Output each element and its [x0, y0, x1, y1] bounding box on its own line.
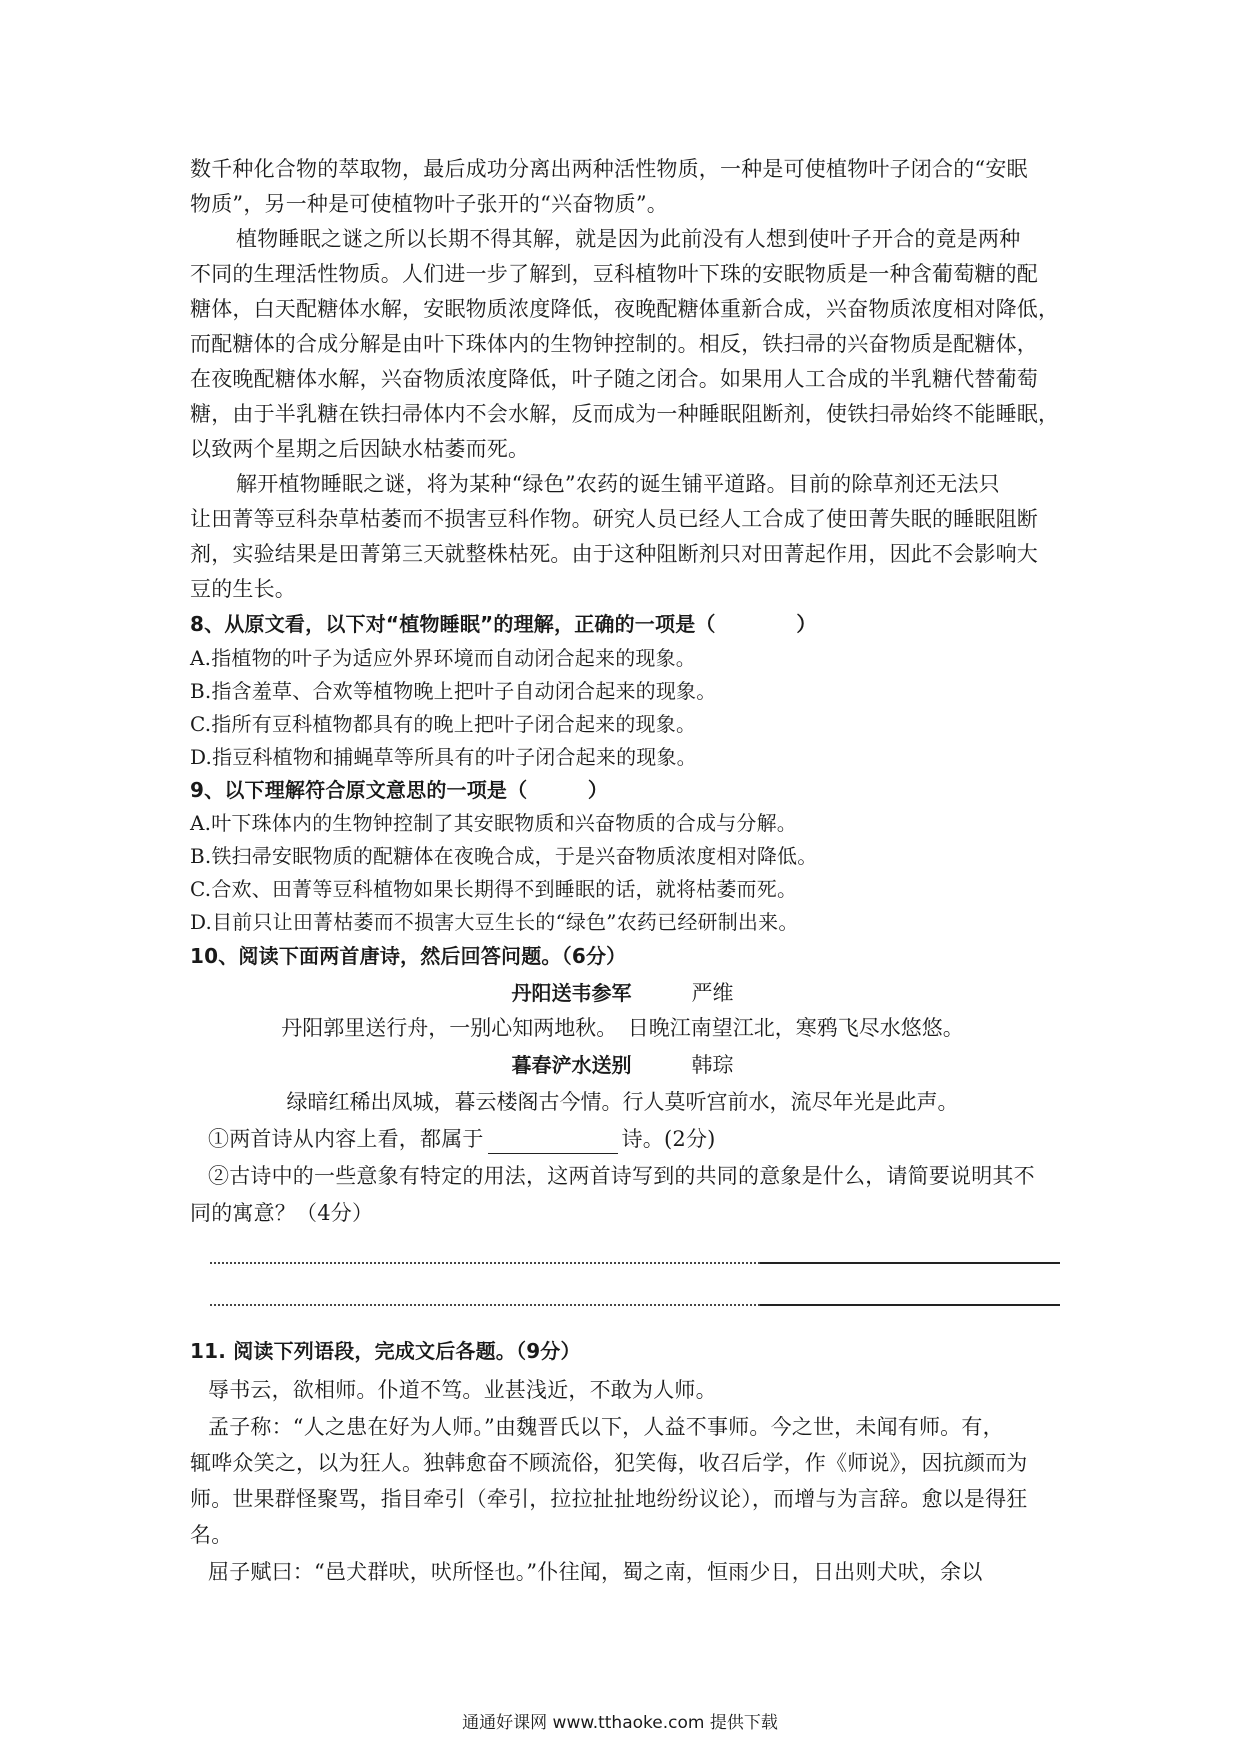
poem-1-heading — [190, 978, 1055, 1008]
question-8-option-b: B.指含羞草、合欢等植物晚上把叶子自动闭合起来的现象。 — [190, 679, 717, 703]
question-8-option-d: D.指豆科植物和捕蝇草等所具有的叶子闭合起来的现象。 — [190, 745, 697, 769]
passage-line: 豆的生长。 — [190, 577, 296, 601]
poem-2-text: 绿暗红稀出凤城，暮云楼阁古今情。行人莫听宫前水，流尽年光是此声。 — [286, 1090, 959, 1114]
question-9-option-b: B.铁扫帚安眠物质的配糖体在夜晚合成，于是兴奋物质浓度相对降低。 — [190, 844, 818, 868]
question-11-text-line: 名。 — [190, 1523, 233, 1547]
passage-line: 糖体，白天配糖体水解，安眠物质浓度降低，夜晚配糖体重新合成，兴奋物质浓度相对降低， — [190, 297, 1060, 321]
question-11-text-line: 屈子赋曰：“邑犬群吠，吠所怪也。”仆往闻，蜀之南，恒雨少日，日出则犬吠，余以 — [208, 1560, 983, 1584]
passage-line: 在夜晚配糖体水解，兴奋物质浓度降低，叶子随之闭合。如果用人工合成的半乳糖代替葡萄 — [190, 367, 1038, 391]
passage-line: 糖，由于半乳糖在铁扫帚体内不会水解，反而成为一种睡眠阻断剂，使铁扫帚始终不能睡眠， — [190, 402, 1060, 426]
answer-blank[interactable] — [488, 1131, 618, 1154]
passage-line: 而配糖体的合成分解是由叶下珠体内的生物钟控制的。相反，铁扫帚的兴奋物质是配糖体， — [190, 332, 1038, 356]
page-footer: 通通好课网 www.tthaoke.com 提供下载 — [462, 1713, 778, 1733]
question-9-option-a: A.叶下珠体内的生物钟控制了其安眠物质和兴奋物质的合成与分解。 — [190, 811, 798, 835]
passage-line: 让田菁等豆科杂草枯萎而不损害豆科作物。研究人员已经人工合成了使田菁失眠的睡眠阻断 — [190, 507, 1038, 531]
passage-line: 剂，实验结果是田菁第三天就整株枯死。由于这种阻断剂只对田菁起作用，因此不会影响大 — [190, 542, 1038, 566]
question-9-option-d: D.目前只让田菁枯萎而不损害大豆生长的“绿色”农药已经研制出来。 — [190, 910, 799, 934]
passage-line: 数千种化合物的萃取物，最后成功分离出两种活性物质，一种是可使植物叶子闭合的“安眠 — [190, 157, 1028, 181]
question-9-option-c: C.合欢、田菁等豆科植物如果长期得不到睡眠的话，就将枯萎而死。 — [190, 877, 798, 901]
question-8-stem: 8、从原文看，以下对“植物睡眠”的理解，正确的一项是（ ） — [190, 612, 817, 636]
poem-2-title: 暮春浐水送别 — [511, 1053, 632, 1077]
question-10-sub-2-cont: 同的寓意？（4分） — [190, 1201, 374, 1225]
poem-2-heading — [190, 1050, 1055, 1080]
sub-1-prompt: ①两首诗从内容上看，都属于 — [208, 1127, 484, 1151]
question-11-stem: 11. 阅读下列语段，完成文后各题。（9分） — [190, 1339, 581, 1363]
question-10-sub-2: ②古诗中的一些意象有特定的用法，这两首诗写到的共同的意象是什么，请简要说明其不 — [208, 1164, 1035, 1188]
question-8-option-a: A.指植物的叶子为适应外界环境而自动闭合起来的现象。 — [190, 646, 697, 670]
poem-2-author: 韩琮 — [691, 1053, 734, 1077]
question-11-text-line: 师。世果群怪聚骂，指目牵引（牵引，拉拉扯扯地纷纷议论），而增与为言辞。愈以是得狂 — [190, 1487, 1028, 1511]
question-11-text-line: 辄哗众笑之，以为狂人。独韩愈奋不顾流俗，犯笑侮，收召后学，作《师说》，因抗颜而为 — [190, 1451, 1028, 1475]
passage-line: 物质”，另一种是可使植物叶子张开的“兴奋物质”。 — [190, 192, 669, 216]
passage-line: 解开植物睡眠之谜，将为某种“绿色”农药的诞生铺平道路。目前的除草剂还无法只 — [236, 472, 1000, 496]
question-11-text-line: 孟子称：“人之患在好为人师。”由魏晋氏以下，人益不事师。今之世，未闻有师。有， — [208, 1415, 1004, 1439]
poem-1-text: 丹阳郭里送行舟，一别心知两地秋。 日晚江南望江北，寒鸦飞尽水悠悠。 — [281, 1016, 964, 1040]
passage-line: 不同的生理活性物质。人们进一步了解到，豆科植物叶下珠的安眠物质是一种含葡萄糖的配 — [190, 262, 1038, 286]
passage-line: 植物睡眠之谜之所以长期不得其解，就是因为此前没有人想到使叶子开合的竟是两种 — [236, 227, 1021, 251]
answer-line-segment — [760, 1304, 1060, 1306]
question-10-sub-1 — [208, 1124, 1073, 1154]
question-11-text-line: 辱书云，欲相师。仆道不笃。业甚浅近，不敢为人师。 — [208, 1378, 717, 1402]
sub-1-suffix: 诗。(2分) — [621, 1127, 716, 1151]
question-8-option-c: C.指所有豆科植物都具有的晚上把叶子闭合起来的现象。 — [190, 712, 697, 736]
poem-1-author: 严维 — [691, 981, 734, 1005]
question-9-stem: 9、以下理解符合原文意思的一项是（ ） — [190, 778, 609, 802]
poem-1-title: 丹阳送韦参军 — [511, 981, 632, 1005]
passage-line: 以致两个星期之后因缺水枯萎而死。 — [190, 437, 530, 461]
question-10-stem: 10、阅读下面两首唐诗，然后回答问题。（6分） — [190, 944, 627, 968]
answer-line-segment — [760, 1262, 1060, 1264]
